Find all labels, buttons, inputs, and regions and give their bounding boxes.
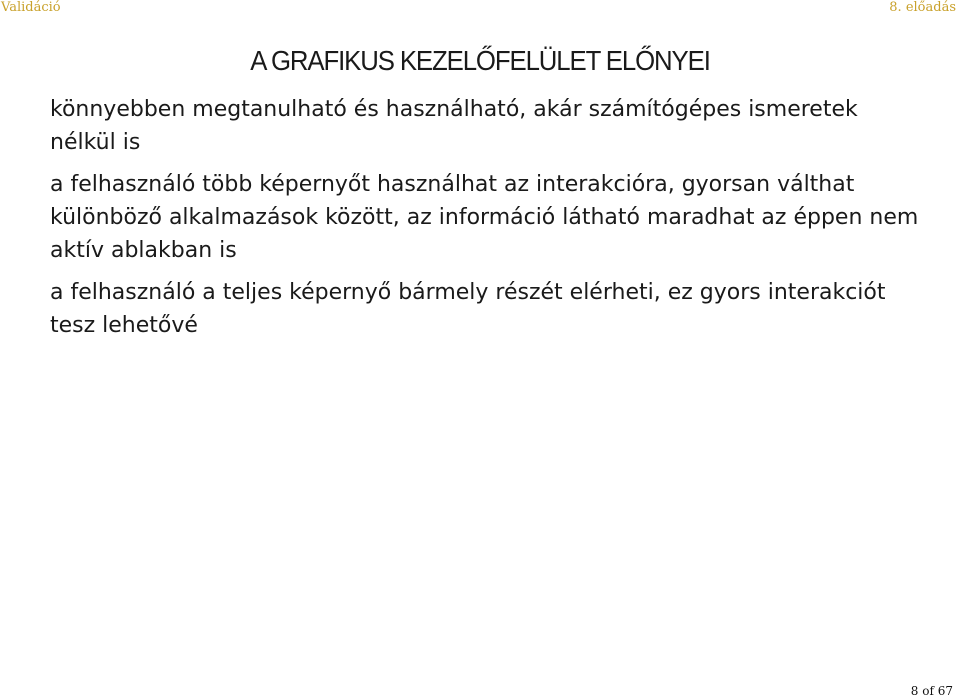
slide-title: A GRAFIKUS KEZELŐFELÜLET ELŐNYEI xyxy=(250,45,710,76)
header-section-title: Validáció xyxy=(1,0,61,15)
list-item: a felhasználó több képernyőt használhat az interakcióra, gyorsan válthat különböző alkalmazások között, az információ látható maradhat az éppen nem aktív ablakban is xyxy=(50,172,919,263)
bullet-list xyxy=(50,93,930,351)
page-number: 8 of 67 xyxy=(910,684,953,698)
list-item: a felhasználó a teljes képernyő bármely részét elérheti, ez gyors interakciót tesz lehetővé xyxy=(50,280,886,338)
list-item: könnyebben megtanulható és használható, akár számítógépes ismeretek nélkül is xyxy=(50,97,858,155)
header-lecture-label: 8. előadás xyxy=(889,0,956,15)
